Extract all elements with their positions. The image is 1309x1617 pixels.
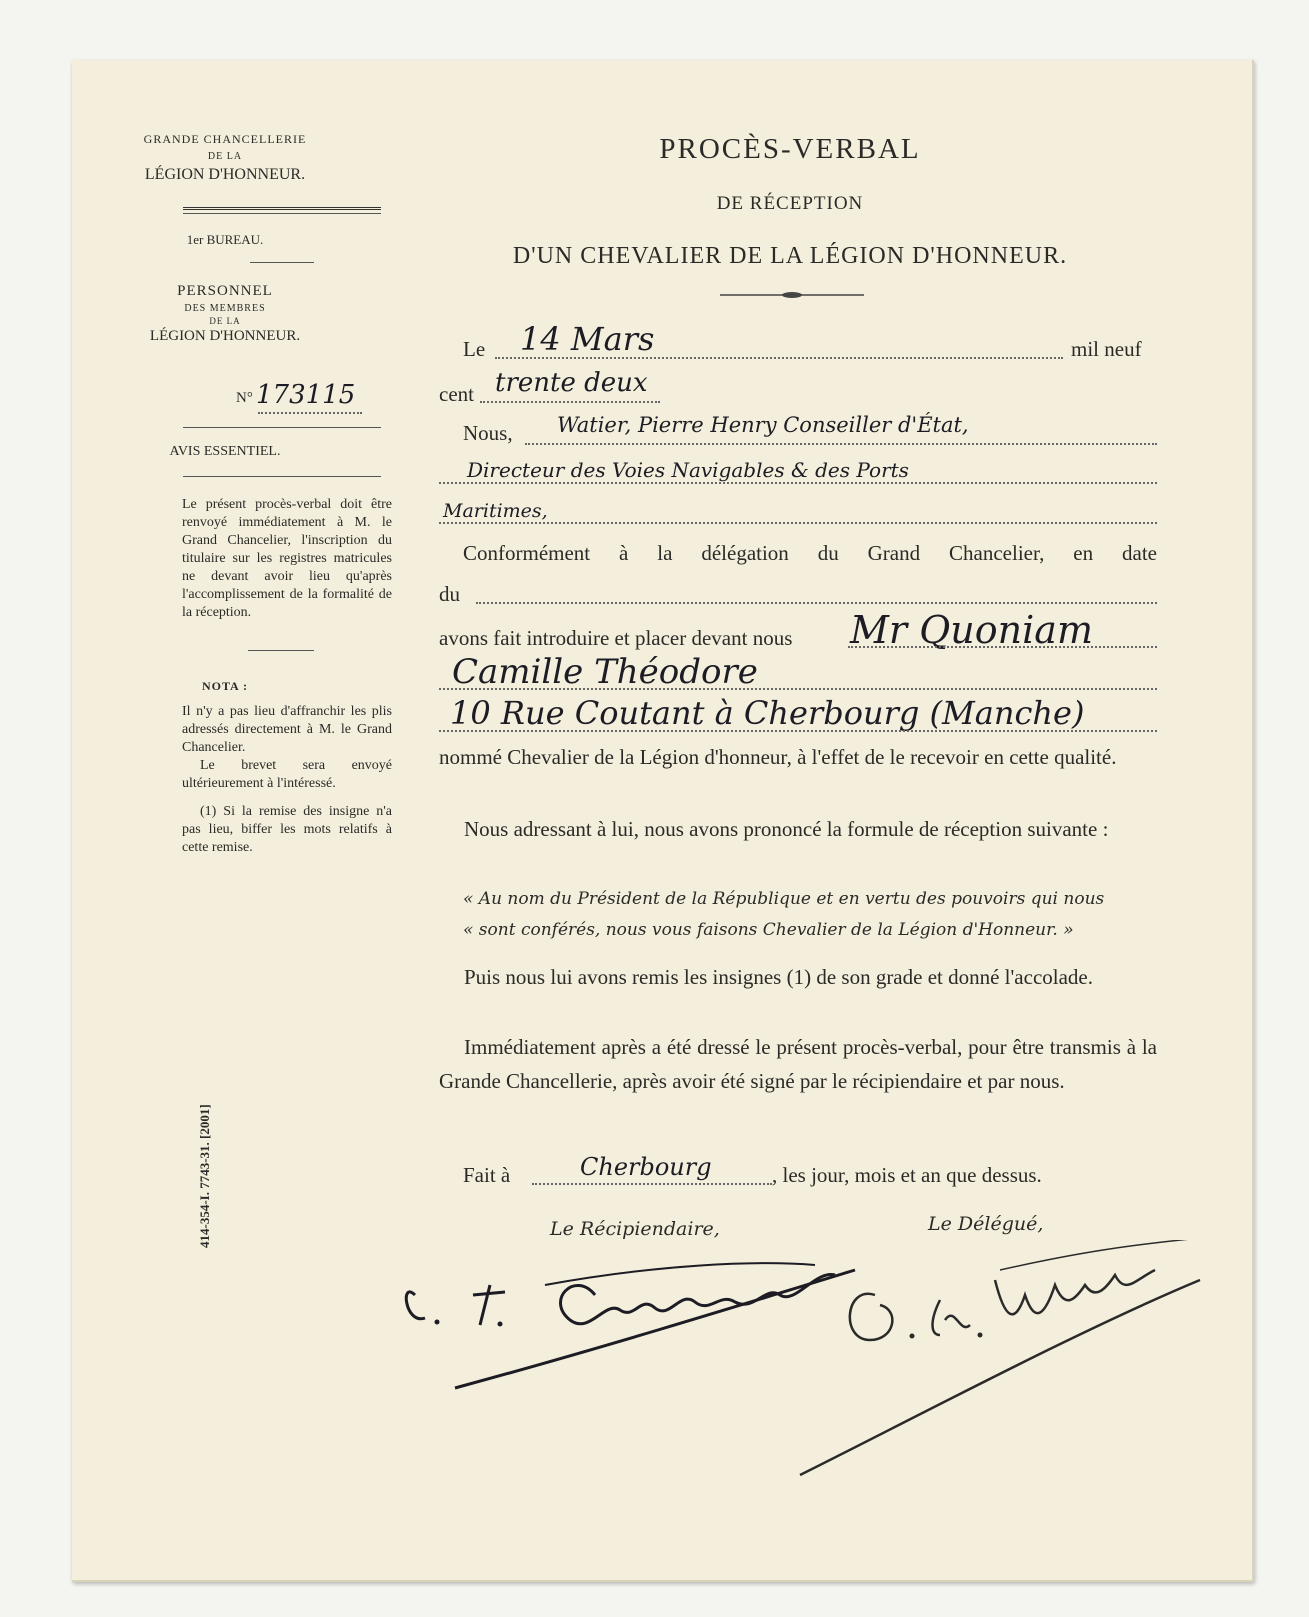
signature-delegue-icon [780, 1240, 1220, 1480]
document-subtitle2: D'UN CHEVALIER DE LA LÉGION D'HONNEUR. [512, 243, 1068, 269]
nous-label: Nous, [463, 421, 513, 445]
print-reference: 414-354-I. 7743-31. [2001] [197, 1104, 212, 1248]
person-first-dotline [439, 688, 1157, 690]
number-prefix: N° [236, 390, 253, 406]
mil-neuf-label: mil neuf [1071, 337, 1142, 361]
bureau-label: 1er BUREAU. [186, 232, 264, 247]
nous-dotline2 [439, 482, 1157, 484]
nous-dotline3 [439, 522, 1157, 524]
avis-title: AVIS ESSENTIEL. [169, 444, 281, 459]
sidebar-divider [183, 213, 381, 214]
personnel-sub2: DE LA [209, 316, 241, 326]
le-dotline [495, 357, 1063, 359]
document-title: PROCÈS-VERBAL [659, 133, 921, 165]
person-first-names: Camille Théodore [452, 652, 758, 692]
sidebar-divider [250, 262, 314, 263]
nous-value-line1: Watier, Pierre Henry Conseiller d'État, [557, 413, 969, 437]
puis-text: Puis nous lui avons remis les insignes (1) de son grade et donné l'accolade. [464, 965, 1093, 989]
sidebar [100, 132, 350, 184]
cent-value: trente deux [495, 368, 648, 398]
conformement-text: Conformément à la délégation du Grand Chancelier, en date [463, 541, 1157, 565]
person-name-dotline [848, 646, 1157, 648]
personnel-block [100, 283, 350, 345]
registration-number: 173115 [256, 380, 356, 410]
avis-text: Le présent procès-verbal doit être renvoyé immédiatement à M. le Grand Chancelier, l'inscription du titulaire sur les registres matricules ne devant avoir lieu qu'après l'accomplissement de la formalité de la réception. [182, 497, 392, 620]
cent-dotline [480, 401, 660, 403]
le-value: 14 Mars [520, 320, 655, 358]
personnel-sub3: LÉGION D'HONNEUR. [149, 328, 301, 344]
formule-line1: « Au nom du Président de la République et en vertu des pouvoirs qui nous [463, 889, 1105, 909]
sidebar-divider [248, 650, 314, 651]
nous-adressant-text: Nous adressant à lui, nous avons prononcé la formule de réception suivante : [464, 817, 1109, 841]
du-label: du [439, 582, 460, 606]
person-name: Mr Quoniam [850, 608, 1093, 652]
fait-a-label: Fait à [463, 1163, 511, 1187]
number-underline [258, 412, 362, 414]
nomme-text: nommé Chevalier de la Légion d'honneur, à l'effet de le recevoir en cette qualité. [439, 745, 1117, 769]
nous-dotline1 [525, 443, 1157, 445]
du-dotline [476, 602, 1157, 604]
les-jour-text: , les jour, mois et an que dessus. [772, 1163, 1042, 1187]
nota-text2: Le brevet sera envoyé ultérieurement à l'intéressé. [182, 758, 392, 791]
personnel-sub1: DES MEMBRES [184, 303, 266, 314]
nous-value-line2: Directeur des Voies Navigables & des Ports [467, 458, 909, 482]
delegue-label: Le Délégué, [928, 1213, 1044, 1235]
nota-title: NOTA : [201, 679, 249, 693]
chancellerie-line2: DE LA [207, 151, 243, 162]
person-address: 10 Rue Coutant à Cherbourg (Manche) [450, 694, 1085, 732]
sidebar-divider [183, 207, 381, 210]
chancellerie-line1: GRANDE CHANCELLERIE [143, 132, 307, 146]
fait-a-value: Cherbourg [580, 1153, 712, 1181]
ornament-divider-icon [720, 290, 864, 300]
nota-text3: (1) Si la remise des insigne n'a pas lieu, biffer les mots relatifs à cette remise. [182, 804, 392, 855]
avons-fait-text: avons fait introduire et placer devant nous [439, 626, 793, 650]
le-label: Le [463, 337, 486, 361]
recipiendaire-label: Le Récipiendaire, [550, 1218, 720, 1240]
cent-label: cent [439, 382, 474, 406]
sidebar-divider [183, 427, 381, 428]
immediatement-text: Immédiatement après a été dressé le présent procès-verbal, pour être transmis à la Grande Chancellerie, après avoir été signé par le récipiendaire et par nous. [439, 1035, 1157, 1093]
fait-a-dotline [532, 1183, 772, 1185]
document-subtitle: DE RÉCEPTION [716, 193, 864, 214]
sidebar-divider [183, 476, 381, 477]
personnel-label: PERSONNEL [177, 283, 273, 299]
nota-text1: Il n'y a pas lieu d'affranchir les plis adressés directement à M. le Grand Chancelier. [182, 704, 392, 755]
nous-value-line3: Maritimes, [443, 500, 548, 522]
chancellerie-line3: LÉGION D'HONNEUR. [144, 166, 306, 183]
person-address-dotline [439, 730, 1157, 732]
formule-line2: « sont conférés, nous vous faisons Chevalier de la Légion d'Honneur. » [463, 920, 1074, 940]
